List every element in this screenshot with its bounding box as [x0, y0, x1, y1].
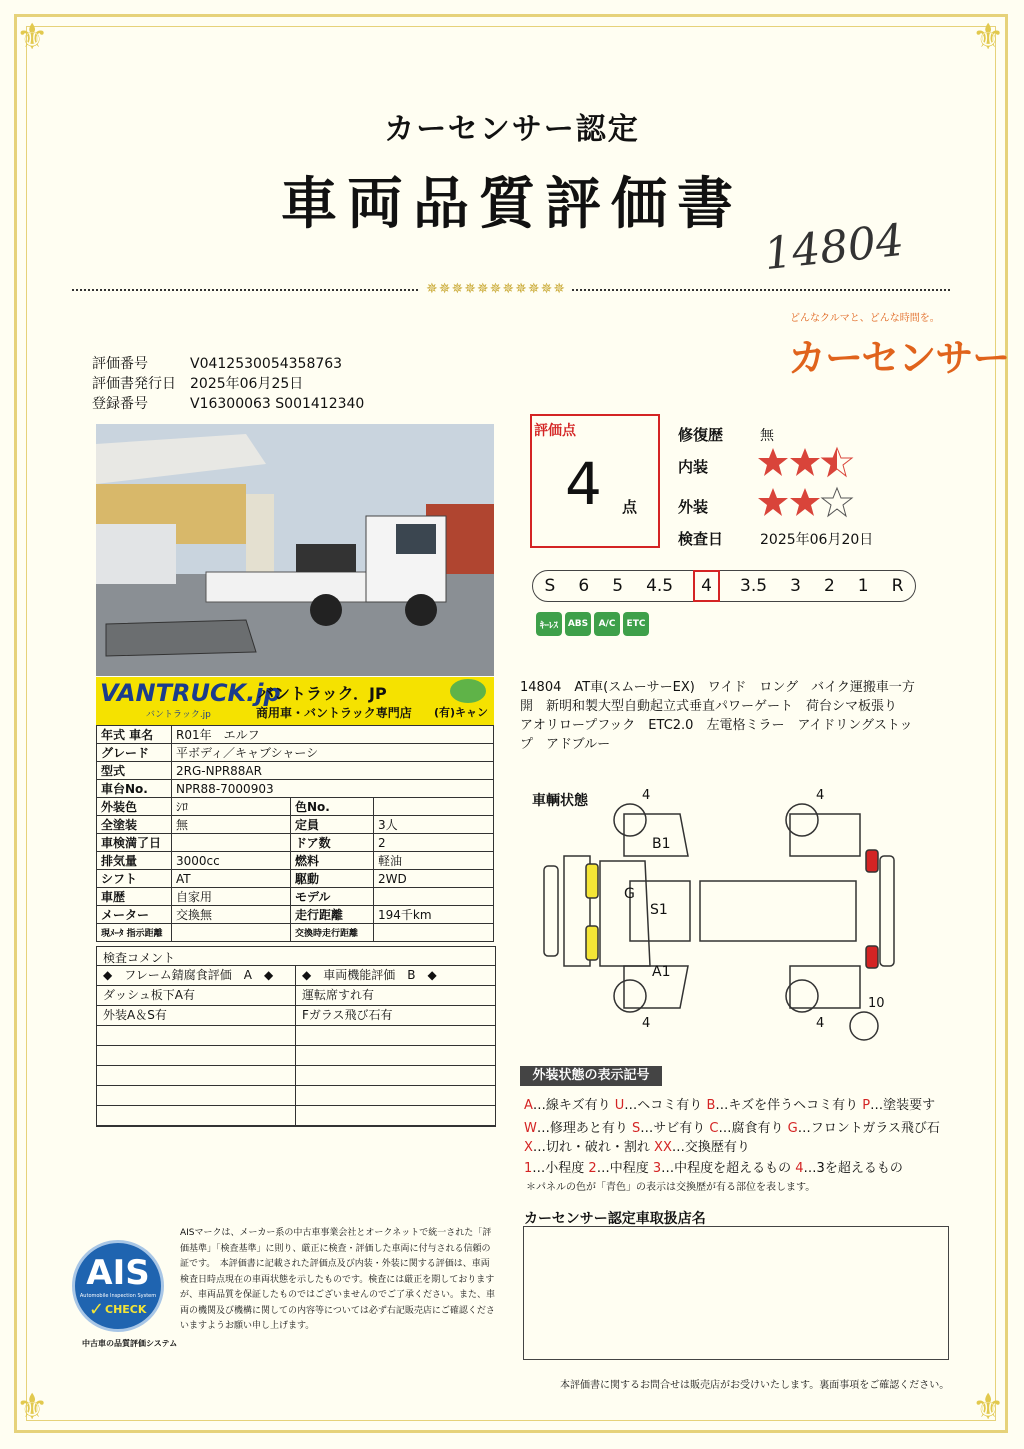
car-state-label: 車輌状態 [532, 793, 588, 809]
rating-label: 検査日 [678, 530, 724, 548]
table-row: グレード 平ボディ／キャブシャーシ [97, 744, 494, 762]
rating-label: 修復歴 [678, 426, 724, 444]
comment-right [296, 1106, 495, 1126]
scale-item: 5 [612, 576, 624, 596]
damage-mark: G [624, 886, 635, 902]
vehicle-photo [96, 424, 494, 676]
score-value: 4 [565, 450, 602, 518]
etc-icon: ETC [623, 612, 649, 636]
interior-stars [758, 446, 858, 482]
equipment-badges [536, 612, 649, 636]
comment-right [296, 1046, 495, 1066]
banner-subtitle: 商用車・バントラック専門店 [256, 706, 412, 720]
ais-logo-text: AIS [86, 1253, 150, 1293]
table-row: 外装色 ｼﾛ 色No. [97, 798, 494, 816]
damage-mark: 4 [816, 788, 825, 803]
scale-item: 1 [857, 576, 869, 596]
legend-line: X…切れ・破れ・割れ XX…交換歴有り [524, 1140, 750, 1155]
table-row: 型式 2RG-NPR88AR [97, 762, 494, 780]
fleur-ornament-icon: ⚜ [16, 1387, 49, 1428]
ais-caption: 中古車の品質評価システム [82, 1339, 178, 1348]
banner-company: (有)キャン [434, 706, 489, 719]
check-icon: ✓ [89, 1299, 105, 1320]
footer-note: 本評価書に関するお問合せは販売店がお受けいたします。裏面事項をご確認ください。 [560, 1380, 950, 1391]
damage-mark: 4 [642, 1016, 651, 1031]
meta-row: 登録番号 V16300063 S001412340 [92, 396, 365, 412]
comment-right: Fガラス飛び石有 [296, 1006, 495, 1026]
dealer-banner [96, 677, 494, 725]
table-row: 年式 車名 R01年 エルフ [97, 726, 494, 744]
vantruck-logo-small: バントラック.jp [146, 710, 211, 720]
scale-item: 3 [790, 576, 801, 596]
fleur-ornament-icon: ⚜ [16, 17, 49, 58]
leaf-icon [450, 679, 486, 703]
table-row: 車検満了日 ドア数 2 [97, 834, 494, 852]
legend-note: ＊パネルの色が「青色」の表示は交換歴が有る部位を表します。 [526, 1182, 816, 1193]
vantruck-logo: VANTRUCK.jp [100, 679, 281, 707]
inspection-comments [96, 946, 496, 1127]
table-row: 車歴 自家用 モデル [97, 888, 494, 906]
exterior-stars [758, 486, 858, 522]
star-icon [822, 488, 852, 516]
page-title: 車両品質評価書 [281, 171, 743, 237]
table-row: 排気量 3000cc 燃料 軽油 [97, 852, 494, 870]
inspection-grid [97, 966, 495, 1126]
aircon-icon: A/C [594, 612, 620, 636]
comment-right [296, 1026, 495, 1046]
scale-item: 6 [578, 576, 590, 596]
damage-mark: 4 [816, 1016, 825, 1031]
rating-label: 外装 [678, 498, 709, 516]
score-scale [532, 570, 916, 602]
comment-left [97, 1106, 296, 1126]
inspection-date: 2025年06月20日 [760, 532, 874, 548]
scale-item: 4.5 [646, 576, 674, 596]
star-icon [758, 448, 788, 476]
banner-title: バントラック．JP [258, 684, 387, 703]
handwritten-number: 14804 [761, 214, 907, 281]
damage-mark: S1 [650, 902, 668, 918]
subtitle: カーセンサー認定 [384, 112, 640, 147]
comment-left [97, 1046, 296, 1066]
score-unit: 点 [622, 498, 638, 516]
meta-row: 評価書発行日 2025年06月25日 [92, 376, 304, 392]
table-row: メーター 交換無 走行距離 194千km [97, 906, 494, 924]
abs-icon: ABS [565, 612, 591, 636]
comment-left [97, 1086, 296, 1106]
keyless-icon: ｷｰﾚｽ [536, 612, 562, 636]
damage-mark: 4 [642, 788, 651, 803]
comment-left [97, 1066, 296, 1086]
star-icon [790, 448, 820, 476]
legend-line: W…修理あと有り S…サビ有り C…腐食有り G…フロントガラス飛び石 [524, 1121, 940, 1136]
comment-right: 運転席すれ有 [296, 986, 495, 1006]
carsensor-logo: カーセンサー [788, 336, 1010, 380]
star-divider-icon: ✵✵✵✵✵✵✵✵✵✵✵ [420, 281, 572, 297]
star-icon [758, 488, 788, 516]
logo-tagline: どんなクルマと、どんな時間を。 [790, 313, 940, 324]
comment-right [296, 1086, 495, 1106]
scale-item: 3.5 [740, 576, 768, 596]
damage-mark: 10 [868, 996, 885, 1011]
dealer-box [523, 1226, 949, 1360]
ais-logo-sub: Automobile Inspection System [79, 1293, 157, 1299]
damage-mark: B1 [652, 836, 671, 852]
ais-check-text: CHECK [105, 1303, 147, 1316]
scale-item: 2 [823, 576, 835, 596]
frame-rating-heading: ◆ フレーム錆腐食評価 A ◆ [97, 966, 296, 986]
vehicle-description: 14804 AT車(スムーサーEX) ワイド ロング バイク運搬車一方開 新明和製大型自動起立式垂直パワーゲート 荷台シマ板張り アオリロープフック ETC2.0 左電格ミラー アイドリングストップ アドブルー [520, 680, 915, 752]
comment-right [296, 1066, 495, 1086]
rating-label: 内装 [678, 458, 709, 476]
inspection-title: 検査コメント [97, 947, 495, 966]
comment-left [97, 1026, 296, 1046]
score-label: 評価点 [534, 423, 576, 439]
fleur-ornament-icon: ⚜ [972, 17, 1005, 58]
ais-explanation: AISマークは、メーカー系の中古車事業会社とオークネットで統一された「評価基準」「検査基準」に則り、厳正に検査・評価した車両に付与される信頼の証です。 本評価書に記載された評価点及び内装・外装に関する評価は、車両検査日時点現在の車両状態を示したものです。検査には厳正を期しておりますが、車両品質を保証したものではございませんのでご了承ください。また、車両の機関及び機構に関しての内容等については必ず右記販売店にご確認くださいますようお願い申し上げます。 [180, 1228, 496, 1331]
dealer-label: カーセンサー認定車取扱店名 [524, 1211, 706, 1227]
scale-item-selected: 4 [693, 570, 720, 602]
fleur-ornament-icon: ⚜ [972, 1387, 1005, 1428]
meta-row: 評価番号 V0412530054358763 [92, 356, 343, 372]
comment-left: ダッシュ板下A有 [97, 986, 296, 1006]
table-row: シフト AT 駆動 2WD [97, 870, 494, 888]
legend-line: 1…小程度 2…中程度 3…中程度を超えるもの 4…3を超えるもの [524, 1161, 903, 1176]
legend-title: 外装状態の表示記号 [520, 1066, 662, 1086]
function-rating-heading: ◆ 車両機能評価 B ◆ [296, 966, 495, 986]
table-row: 現ﾒｰﾀ 指示距離 交換時走行距離 [97, 924, 494, 942]
legend-line: A…線キズ有り U…ヘコミ有り B…キズを伴うヘコミ有り P…塗装要す [524, 1098, 936, 1113]
comment-left: 外装A＆S有 [97, 1006, 296, 1026]
rating-value: 無 [760, 428, 774, 444]
ais-logo [72, 1240, 164, 1332]
damage-mark: A1 [652, 964, 671, 980]
table-row: 車台No. NPR88-7000903 [97, 780, 494, 798]
car-diagram [530, 786, 910, 1050]
table-row: 全塗装 無 定員 3人 [97, 816, 494, 834]
spec-table [96, 725, 494, 942]
scale-item: R [891, 576, 904, 596]
star-icon [790, 488, 820, 516]
scale-item: S [544, 576, 556, 596]
